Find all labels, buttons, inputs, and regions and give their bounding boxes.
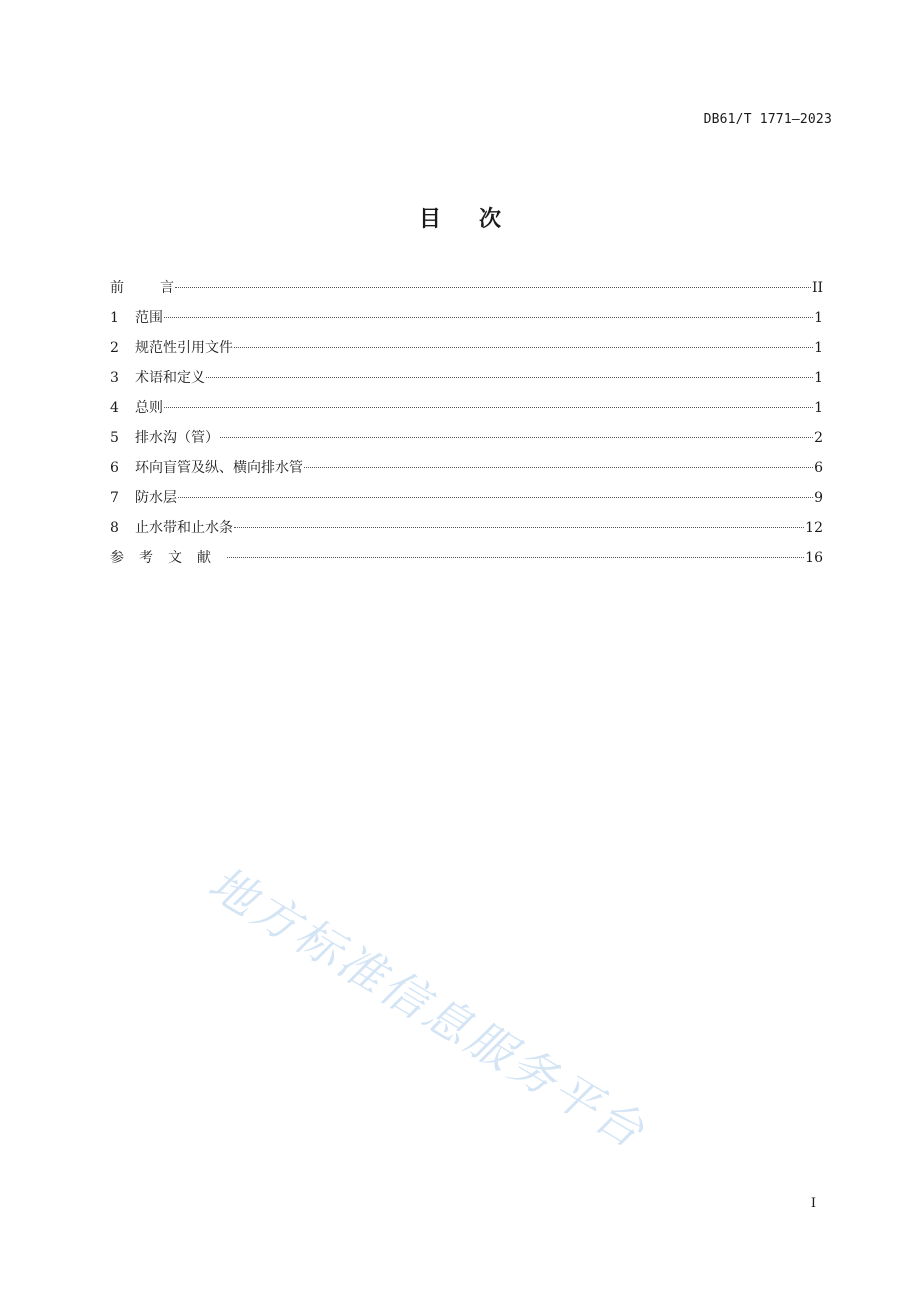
toc-entry-page: 1 <box>814 310 823 326</box>
toc-entry-scope[interactable] <box>110 307 823 337</box>
toc-entry-normative-references[interactable] <box>110 337 823 367</box>
toc-dot-leader <box>164 407 813 408</box>
toc-entry-number: 8 <box>110 520 119 536</box>
toc-entry-number: 2 <box>110 340 119 356</box>
toc-entry-page: 16 <box>805 550 823 566</box>
toc-dot-leader <box>227 557 804 558</box>
toc-dot-leader <box>234 347 813 348</box>
document-code: DB61/T 1771—2023 <box>703 112 832 127</box>
page-number: I <box>810 1196 816 1211</box>
toc-entry-waterproof-layer[interactable] <box>110 487 823 517</box>
toc-entry-page: II <box>811 280 823 296</box>
toc-entry-page: 6 <box>814 460 823 476</box>
toc-entry-page: 2 <box>814 430 823 446</box>
toc-entry-number: 3 <box>110 370 119 386</box>
toc-entry-blind-pipes[interactable] <box>110 457 823 487</box>
toc-entry-general[interactable] <box>110 397 823 427</box>
toc-entry-label[interactable]: 环向盲管及纵、横向排水管 <box>135 460 303 476</box>
toc-entry-label[interactable]: 规范性引用文件 <box>135 340 233 356</box>
toc-entry-page: 1 <box>814 370 823 386</box>
toc-title-char-2: 次 <box>479 207 502 232</box>
toc-title-char-1: 目 <box>418 207 441 232</box>
toc-entry-drainage-ditch[interactable] <box>110 427 823 457</box>
toc-entry-waterstops[interactable] <box>110 517 823 547</box>
toc-entry-label[interactable]: 排水沟（管） <box>135 430 219 446</box>
toc-dot-leader <box>234 527 804 528</box>
toc-entry-label[interactable]: 术语和定义 <box>135 370 205 386</box>
toc-dot-leader <box>178 497 813 498</box>
toc-dot-leader <box>220 437 813 438</box>
toc-entry-number: 7 <box>110 490 119 506</box>
toc-dot-leader <box>206 377 813 378</box>
toc-dot-leader <box>304 467 813 468</box>
toc-title <box>0 202 920 233</box>
toc-entry-label[interactable]: 止水带和止水条 <box>135 520 233 536</box>
toc-entry-number: 5 <box>110 430 119 446</box>
toc-entry-number: 1 <box>110 310 119 326</box>
toc-entry-page: 1 <box>814 340 823 356</box>
toc-entry-label[interactable]: 参考文献 <box>110 550 226 566</box>
toc-entry-foreword[interactable] <box>110 277 823 307</box>
toc-entry-label[interactable]: 防水层 <box>135 490 177 506</box>
toc-dot-leader <box>175 287 811 288</box>
toc-entry-label[interactable]: 前言 <box>110 280 210 296</box>
toc-dot-leader <box>164 317 813 318</box>
toc-entry-page: 1 <box>814 400 823 416</box>
toc-entry-terms-definitions[interactable] <box>110 367 823 397</box>
toc-entry-page: 9 <box>814 490 823 506</box>
toc-entry-label[interactable]: 总则 <box>135 400 163 416</box>
toc-list <box>110 277 823 577</box>
toc-entry-label[interactable]: 范围 <box>135 310 163 326</box>
toc-entry-bibliography[interactable] <box>110 547 823 577</box>
toc-entry-number: 4 <box>110 400 119 416</box>
toc-entry-number: 6 <box>110 460 119 476</box>
watermark: 地方标准信息服务平台 <box>199 855 656 1160</box>
toc-entry-page: 12 <box>805 520 823 536</box>
